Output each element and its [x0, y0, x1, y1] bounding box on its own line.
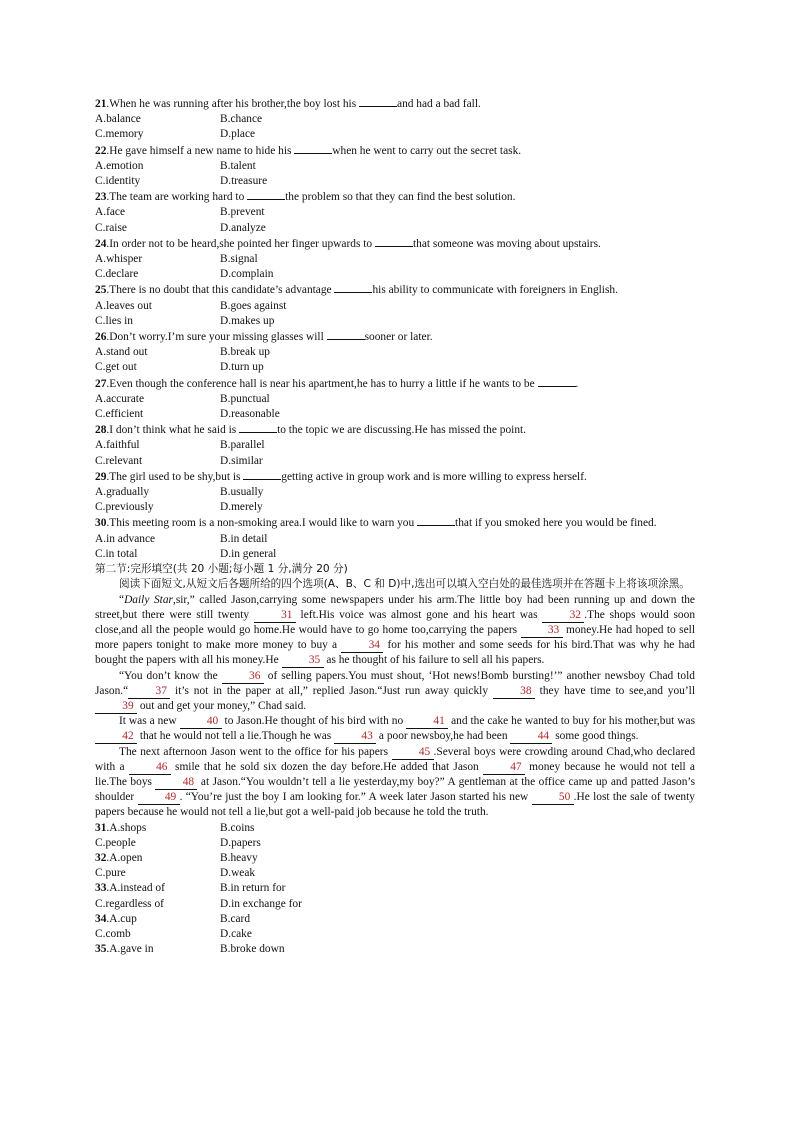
option: D.weak: [220, 867, 256, 880]
option-row: [95, 454, 695, 469]
option: C.pure: [95, 867, 126, 880]
passage-paragraph: [95, 593, 695, 669]
option-text: .A.shops: [106, 821, 147, 834]
stem-text: that someone was moving about upstairs.: [412, 237, 601, 250]
gap-35: 35: [282, 654, 324, 668]
question-number: 27: [95, 377, 107, 390]
question-number: 28: [95, 424, 107, 437]
passage-text: of selling papers.You must shout, ‘Hot news!Bomb bursting!’” another newsboy Chad told Jason.“: [95, 669, 695, 697]
question-stem: [95, 376, 695, 392]
question-number: 29: [95, 470, 107, 483]
option-row: [95, 836, 695, 851]
passage-text: ,sir,” called Jason,carrying some newspapers under his arm.The little boy had been running up and down the street,but there were still twenty: [95, 593, 695, 621]
option-row: [95, 547, 695, 562]
option: B.parallel: [220, 439, 265, 452]
option: C.lies in: [95, 314, 133, 327]
option: C.comb: [95, 927, 131, 940]
option-text: .A.cup: [106, 912, 137, 925]
passage-text: “You don’t know the: [119, 669, 222, 682]
gap-37: 37: [128, 685, 170, 699]
option-row: [95, 866, 695, 881]
option: B.heavy: [220, 851, 258, 864]
option-row: [95, 392, 695, 407]
gap-38: 38: [493, 685, 535, 699]
gap-39: 39: [95, 700, 137, 714]
option-row: [95, 221, 695, 236]
passage-text: for his mother and some seeds for his bird.That was why he had bought the papers with all his money.He: [95, 639, 695, 667]
option: [95, 821, 220, 836]
option: [95, 851, 220, 866]
question-stem: [95, 189, 695, 205]
option-row: [95, 174, 695, 189]
passage-text: it’s not in the paper at all,” replied Jason.“Just run away quickly: [170, 684, 493, 697]
question-number: 30: [95, 517, 107, 530]
option: C.relevant: [95, 454, 143, 467]
question-number: 33: [95, 882, 107, 895]
option: C.identity: [95, 175, 141, 188]
gap-31: 31: [254, 609, 296, 623]
gap-32: 32: [542, 609, 584, 623]
option-row: [95, 532, 695, 547]
option: B.break up: [220, 346, 270, 359]
stem-text: and had a bad fall.: [397, 98, 481, 110]
option-row: [95, 205, 695, 220]
option: B.usually: [220, 486, 264, 499]
passage-paragraph: [95, 714, 695, 744]
gap-46: 46: [129, 761, 171, 775]
option-row: [95, 912, 695, 927]
gap-47: 47: [483, 761, 525, 775]
option-text: .A.gave in: [106, 943, 154, 956]
stem-text: .When he was running after his brother,the boy lost his: [106, 98, 360, 110]
option: C.in total: [95, 547, 138, 560]
answer-blank: [538, 376, 576, 387]
passage-text: .The shops would soon close,and all the people would go home.He would have to go home too,carrying the papers: [95, 608, 696, 636]
option: C.declare: [95, 268, 139, 281]
option-row: [95, 267, 695, 282]
answer-blank: [417, 515, 455, 526]
option: B.punctual: [220, 392, 270, 405]
option: [95, 881, 220, 896]
question-stem: [95, 96, 695, 112]
section-instruction: 阅读下面短文,从短文后各题所给的四个选项(A、B、C 和 D)中,选出可以填入空白处的最佳选项并在答题卡上将该项涂黑。: [119, 578, 690, 591]
stem-text: his ability to communicate with foreigners in English.: [372, 284, 618, 297]
option: B.in return for: [220, 882, 286, 895]
exam-page: [95, 96, 695, 957]
answer-blank: [375, 236, 413, 247]
option: D.similar: [220, 454, 263, 467]
passage-text: left.His voice was almost gone and his heart was: [295, 608, 543, 621]
option: C.previously: [95, 501, 154, 514]
stem-text: .The team are working hard to: [106, 191, 248, 204]
passage-text: that he would not tell a lie.Though he was: [137, 730, 335, 743]
answer-blank: [334, 282, 372, 293]
option: A.faithful: [95, 439, 140, 452]
stem-text: getting active in group work and is more willing to express herself.: [281, 470, 587, 483]
option: B.broke down: [220, 943, 285, 956]
option: B.goes against: [220, 299, 287, 312]
passage-text: smile that he sold six dozen the day before.He added that Jason: [170, 760, 483, 773]
passage-text: “: [119, 593, 125, 606]
passage-text: .Several boys were crowding around Chad,who declared with a: [95, 745, 696, 773]
question-number: 34: [95, 912, 107, 925]
option-row: [95, 407, 695, 422]
stem-text: .There is no doubt that this candidate’s advantage: [106, 284, 335, 297]
newspaper-title: Daily Star: [124, 593, 173, 606]
option: B.coins: [220, 821, 255, 834]
stem-text: .The girl used to be shy,but is: [106, 470, 244, 483]
gap-41: 41: [406, 715, 448, 729]
option: D.in general: [220, 547, 277, 560]
option-row: [95, 112, 695, 127]
question-number: 23: [95, 191, 107, 204]
option-row: [95, 485, 695, 500]
option: A.whisper: [95, 253, 143, 266]
gap-44: 44: [510, 730, 552, 744]
option: B.card: [220, 912, 251, 925]
option: A.balance: [95, 113, 141, 126]
passage-text: to Jason.He thought of his bird with no: [221, 715, 407, 728]
question-stem: [95, 422, 695, 438]
stem-text: when he went to carry out the secret task.: [332, 144, 522, 157]
answer-blank: [239, 422, 277, 433]
option: D.complain: [220, 268, 274, 281]
question-stem: [95, 469, 695, 485]
stem-text: .Don’t worry.I’m sure your missing glasses will: [106, 331, 327, 344]
cloze-passage: [95, 593, 695, 821]
answer-blank: [247, 189, 285, 200]
answer-blank: [327, 329, 365, 340]
question-number: 21: [95, 98, 107, 110]
passage-paragraph: [95, 745, 695, 821]
option-row: [95, 821, 695, 836]
passage-text: a poor newsboy,he had been: [376, 730, 511, 743]
gap-48: 48: [155, 776, 197, 790]
option: C.raise: [95, 221, 127, 234]
gap-43: 43: [334, 730, 376, 744]
stem-text: .In order not to be heard,she pointed her finger upwards to: [106, 237, 375, 250]
passage-text: and the cake he wanted to buy for his mother,but was: [448, 715, 696, 728]
question-number: 26: [95, 331, 107, 344]
option: C.efficient: [95, 408, 144, 421]
option: A.face: [95, 206, 126, 219]
stem-text: sooner or later.: [364, 331, 433, 344]
stem-text: .: [575, 377, 579, 390]
option-row: [95, 897, 695, 912]
option: C.get out: [95, 361, 137, 374]
option: B.signal: [220, 253, 258, 266]
passage-text: some good things.: [552, 730, 639, 743]
passage-text: The next afternoon Jason went to the office for his papers: [119, 745, 392, 758]
option-row: [95, 942, 695, 957]
option-row: [95, 851, 695, 866]
option-row: [95, 314, 695, 329]
question-number: 24: [95, 237, 107, 250]
passage-text: .He lost the sale of twenty papers because he would not tell a lie,but got a well-paid job because he told the truth.: [95, 791, 695, 819]
stem-text: .Even though the conference hall is near his apartment,he has to hurry a little if he wants to be: [106, 377, 538, 390]
option: C.memory: [95, 128, 144, 141]
option: D.cake: [220, 927, 252, 940]
stem-text: .I don’t think what he said is: [106, 424, 240, 437]
cloze-options-section: [95, 821, 695, 958]
option: B.chance: [220, 113, 263, 126]
option: A.gradually: [95, 486, 150, 499]
question-stem: [95, 143, 695, 159]
option-row: [95, 127, 695, 142]
option-text: .A.instead of: [106, 882, 165, 895]
passage-text: money because he would not tell a lie.The boys: [95, 760, 695, 788]
option: A.accurate: [95, 392, 145, 405]
option: D.merely: [220, 501, 263, 514]
option: A.stand out: [95, 346, 148, 359]
answer-blank: [294, 143, 332, 154]
option: B.talent: [220, 159, 256, 172]
passage-text: out and get your money,” Chad said.: [137, 699, 307, 712]
option: C.people: [95, 836, 136, 849]
option: A.in advance: [95, 532, 156, 545]
gap-34: 34: [341, 639, 383, 653]
question-number: 22: [95, 144, 107, 157]
passage-text: they have time to see,and you’ll: [534, 684, 696, 697]
gap-50: 50: [532, 791, 574, 805]
question-number: 25: [95, 284, 107, 297]
option: [95, 912, 220, 927]
option-row: [95, 927, 695, 942]
option: A.emotion: [95, 159, 144, 172]
gap-49: 49: [138, 791, 180, 805]
multiple-choice-section: [95, 96, 695, 562]
question-number: 32: [95, 851, 107, 864]
option-row: [95, 299, 695, 314]
stem-text: .This meeting room is a non-smoking area.I would like to warn you: [106, 517, 418, 530]
question-number: 35: [95, 943, 107, 956]
option: A.leaves out: [95, 299, 152, 312]
stem-text: to the topic we are discussing.He has missed the point.: [277, 424, 527, 437]
option-row: [95, 345, 695, 360]
option: B.prevent: [220, 206, 265, 219]
question-number: 31: [95, 821, 107, 834]
passage-text: as he thought of his failure to sell all his papers.: [323, 654, 545, 667]
answer-blank: [243, 469, 281, 480]
section-heading: 第二节:完形填空(共 20 小题;每小题 1 分,满分 20 分): [95, 563, 348, 576]
option: [95, 942, 220, 957]
stem-text: the problem so that they can find the best solution.: [285, 191, 516, 204]
option: D.makes up: [220, 314, 275, 327]
stem-text: that if you smoked here you would be fined.: [455, 517, 657, 530]
option: B.in detail: [220, 532, 268, 545]
question-stem: [95, 236, 695, 252]
passage-paragraph: [95, 669, 695, 715]
option: D.turn up: [220, 361, 264, 374]
gap-33: 33: [521, 624, 563, 638]
question-stem: [95, 282, 695, 298]
gap-36: 36: [222, 670, 264, 684]
passage-text: at Jason.“You wouldn’t tell a lie yesterday,my boy?” A gentleman at the office came up and patted Jason’s shoulder: [95, 775, 696, 804]
passage-text: It was a new: [119, 715, 180, 728]
option-row: [95, 252, 695, 267]
gap-42: 42: [95, 730, 137, 744]
gap-45: 45: [392, 746, 434, 760]
option-row: [95, 360, 695, 375]
option: D.in exchange for: [220, 897, 302, 910]
passage-text: . “You’re just the boy I am looking for.” A week later Jason started his new: [179, 791, 532, 804]
answer-blank: [359, 96, 397, 107]
option: C.regardless of: [95, 897, 164, 910]
option: D.analyze: [220, 221, 266, 234]
stem-text: .He gave himself a new name to hide his: [106, 144, 295, 157]
option: D.papers: [220, 836, 261, 849]
passage-text: money.He had hoped to sell more papers tonight to make more money to buy a: [95, 623, 695, 652]
option: D.place: [220, 128, 256, 141]
option: D.treasure: [220, 175, 268, 188]
question-stem: [95, 515, 695, 531]
option-row: [95, 881, 695, 896]
option-text: .A.open: [106, 851, 143, 864]
gap-40: 40: [180, 715, 222, 729]
option-row: [95, 159, 695, 174]
option-row: [95, 500, 695, 515]
option-row: [95, 438, 695, 453]
option: D.reasonable: [220, 408, 280, 421]
question-stem: [95, 329, 695, 345]
